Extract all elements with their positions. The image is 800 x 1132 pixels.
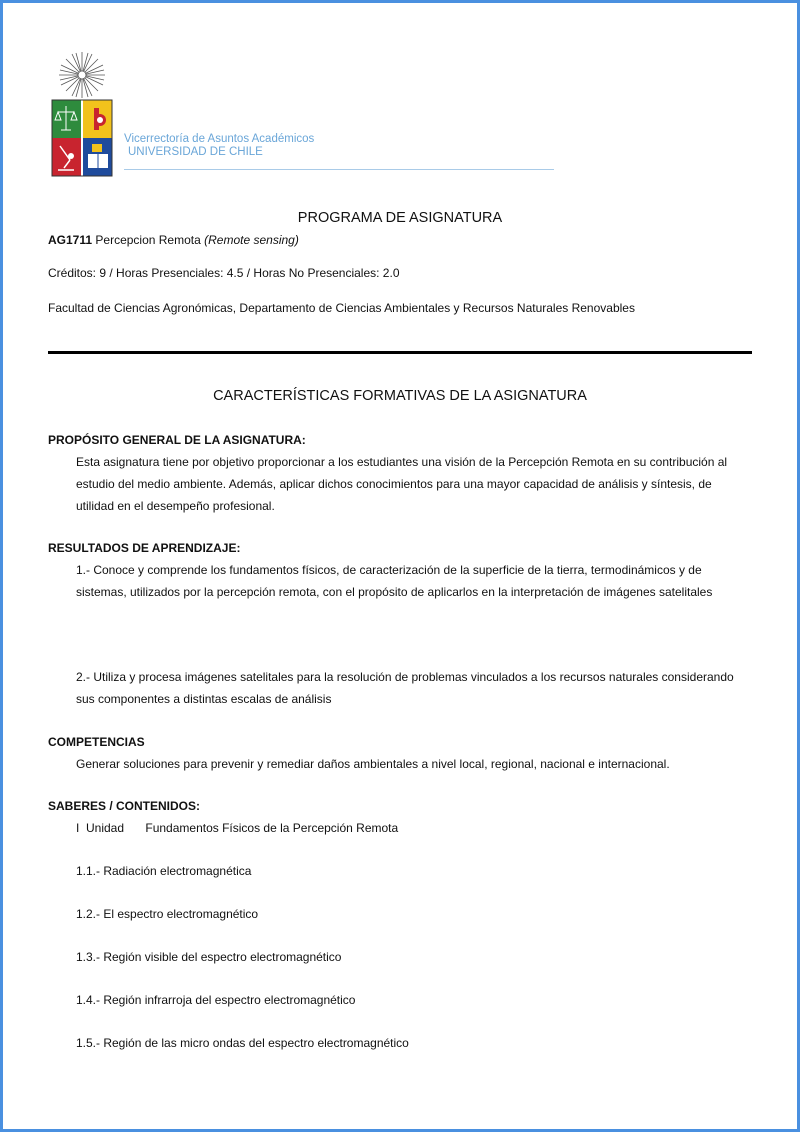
course-name: Percepcion Remota (95, 233, 201, 247)
course-code: AG1711 (48, 233, 93, 247)
faculty-line: Facultad de Ciencias Agronómicas, Departamento de Ciencias Ambientales y Recursos Naturales Renovables (48, 301, 635, 315)
course-name-english: (Remote sensing) (204, 233, 299, 247)
header-divider (124, 169, 554, 170)
institution-subtitle: Vicerrectoría de Asuntos Académicos (124, 133, 315, 145)
university-crest-icon (50, 50, 114, 178)
content-item: 1.2.- El espectro electromagnético (76, 907, 259, 921)
learning-outcomes-heading: RESULTADOS DE APRENDIZAJE: (48, 541, 241, 555)
section-divider (48, 351, 752, 354)
learning-outcome-item: 1.- Conoce y comprende los fundamentos físicos, de caracterización de la superficie de la tierra, termodinámicos y de sistemas, utilizados por la percepción remota, con el propósito de aplicarlos en la interpretación de imágenes satelitales (76, 563, 713, 599)
learning-outcome-item: 2.- Utiliza y procesa imágenes satelitales para la resolución de problemas vinculados a los recursos naturales considerando sus componentes a distintas escalas de análisis (76, 670, 734, 706)
purpose-heading: PROPÓSITO GENERAL DE LA ASIGNATURA: (48, 433, 306, 447)
unit-line (76, 821, 398, 835)
competencies-text: Generar soluciones para prevenir y remediar daños ambientales a nivel local, regional, nacional e internacional. (76, 757, 670, 771)
content-item: 1.1.- Radiación electromagnética (76, 864, 252, 878)
credits-line: Créditos: 9 / Horas Presenciales: 4.5 / Horas No Presenciales: 2.0 (48, 266, 400, 280)
unit-label: I Unidad (76, 821, 125, 835)
competencies-heading: COMPETENCIAS (48, 735, 145, 749)
purpose-text: Esta asignatura tiene por objetivo proporcionar a los estudiantes una visión de la Percepción Remota en su contribución al estudio del medio ambiente. Además, aplicar dichos conocimientos para una mayor capacidad de análisis y síntesis, de utilidad en el desempeño profesional. (76, 455, 728, 513)
content-item: 1.4.- Región infrarroja del espectro electromagnético (76, 993, 356, 1007)
content-item: 1.3.- Región visible del espectro electromagnético (76, 950, 342, 964)
institution-name: UNIVERSIDAD DE CHILE (128, 146, 263, 158)
page-title: PROGRAMA DE ASIGNATURA (297, 210, 503, 226)
unit-title: Fundamentos Físicos de la Percepción Remota (145, 821, 399, 835)
content-item: 1.5.- Región de las micro ondas del espectro electromagnético (76, 1036, 409, 1050)
characteristics-title: CARACTERÍSTICAS FORMATIVAS DE LA ASIGNATURA (213, 388, 587, 404)
course-line (48, 233, 299, 247)
contents-heading: SABERES / CONTENIDOS: (48, 799, 201, 813)
